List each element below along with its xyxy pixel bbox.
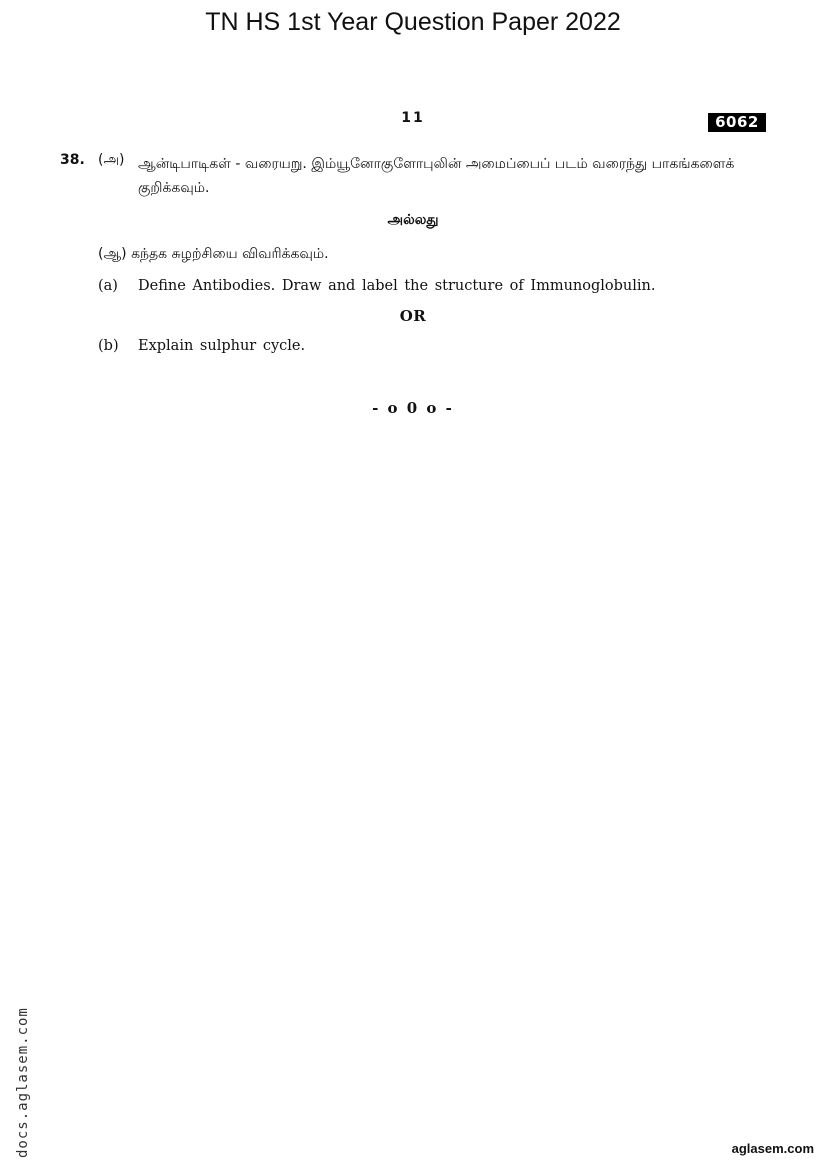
paper-code-badge: 6062 [708,113,766,132]
english-or-divider: OR [399,307,427,325]
english-option-a-text: Define Antibodies. Draw and label the structure of Immunoglobulin. [138,278,656,294]
footer-site-link[interactable]: aglasem.com [731,1141,814,1156]
english-option-b-label: (b) [98,338,119,354]
english-option-a-label: (a) [98,278,118,294]
page-number: 11 [401,110,425,126]
english-option-b-text: Explain sulphur cycle. [138,338,306,354]
end-of-paper-mark: - o 0 o - [372,399,454,417]
document-banner-title: TN HS 1st Year Question Paper 2022 [205,8,621,36]
side-watermark-url: docs.aglasem.com [15,1007,31,1158]
tamil-option-b-text: (ஆ) கந்தக சுழற்சியை விவரிக்கவும். [98,246,329,262]
tamil-option-a-text: ஆன்டிபாடிகள் - வரையறு. இம்யூனோகுளோபுலின் அமைப்பைப் படம் வரைந்து பாகங்களைக் குறிக்கவும். [138,156,735,196]
question-number: 38. [60,152,85,168]
tamil-or-divider: அல்லது [387,212,439,228]
tamil-option-a-label: (அ) [98,152,125,168]
